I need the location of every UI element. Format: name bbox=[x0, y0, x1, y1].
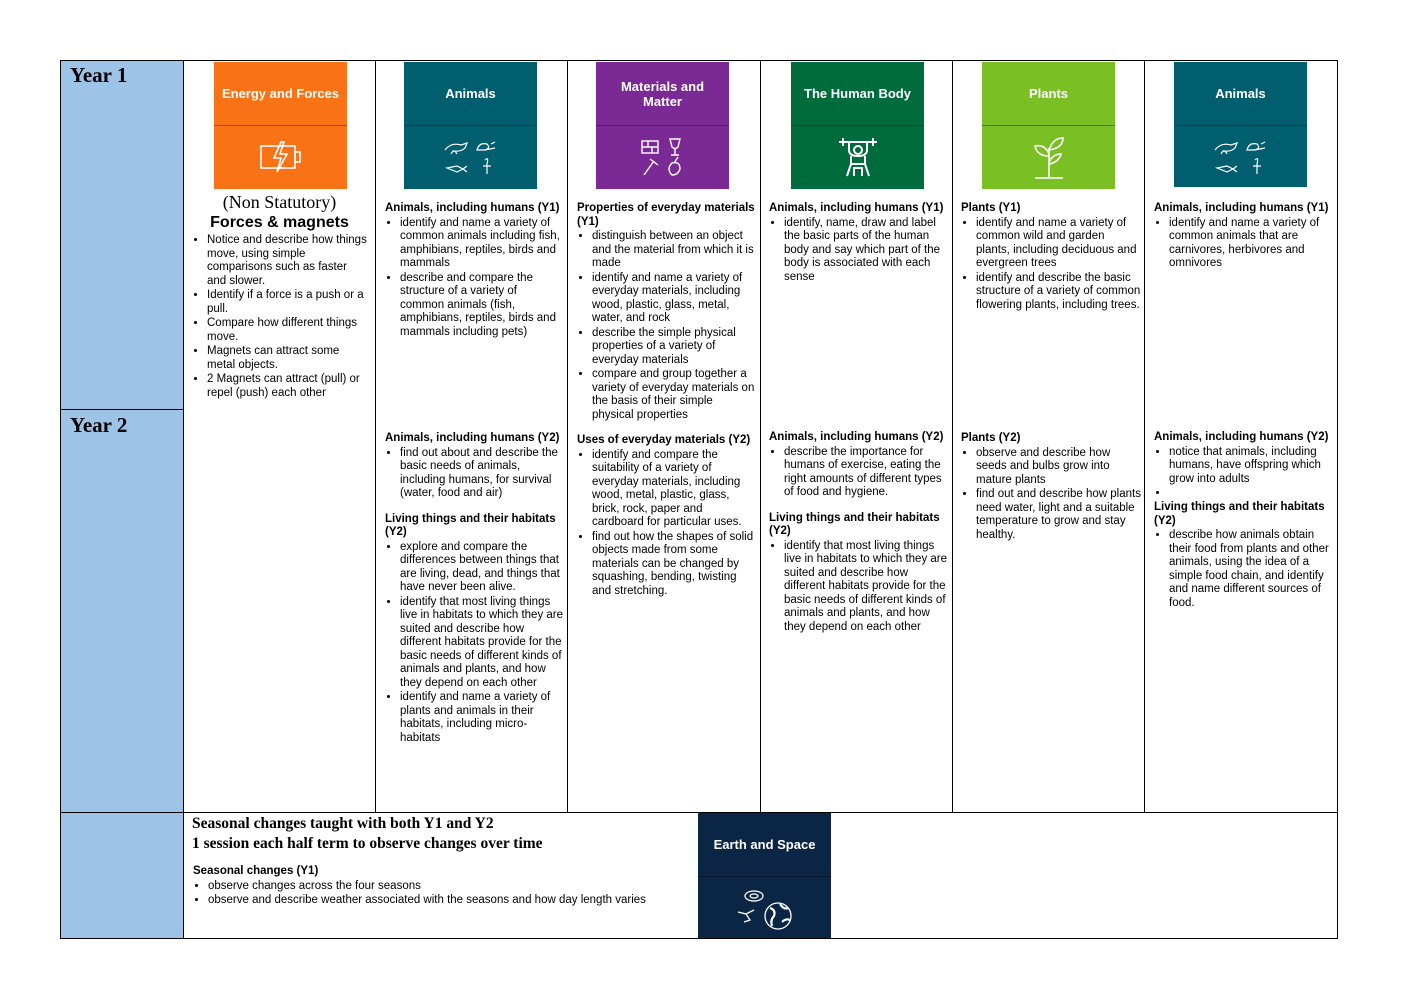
animals-icon bbox=[1174, 126, 1307, 188]
year-column bbox=[61, 61, 184, 938]
list-item: • describe the importance for humans of exercise, eating the right amounts of different types of food and hygiene. bbox=[784, 446, 947, 500]
non-statutory-label: (Non Statutory) bbox=[222, 192, 337, 212]
y1-block bbox=[769, 202, 947, 285]
list-item: • identify and name a variety of everyday materials, including wood, plastic, glass, metal, water, and rock bbox=[592, 272, 755, 326]
topic-tile-title: The Human Body bbox=[791, 62, 924, 126]
column-animals-2 bbox=[1145, 61, 1337, 813]
list-item: • describe and compare the structure of a variety of common animals (fish, amphibians, reptiles, birds and mammals including pets) bbox=[400, 272, 563, 340]
y1-block bbox=[961, 202, 1141, 313]
y1-block bbox=[577, 202, 755, 423]
seasonal-row bbox=[184, 813, 1337, 938]
list-item: • identify that most living things live in habitats to which they are suited and describe how different habitats provide for the basic needs of different kinds of animals and plants, and how they depend on each other bbox=[784, 540, 947, 635]
battery-charging-icon bbox=[214, 126, 347, 188]
topic-heading: Forces & magnets bbox=[210, 214, 349, 231]
topic-tile bbox=[698, 813, 831, 938]
list-item: • 2 Magnets can attract (pull) or repel (push) each other bbox=[207, 373, 368, 400]
list-item: • distinguish between an object and the material from which it is made bbox=[592, 230, 755, 271]
list-item: • observe changes across the four seasons bbox=[208, 880, 693, 894]
list-item: • Identify if a force is a push or a pull. bbox=[207, 289, 368, 316]
column-energy-forces bbox=[184, 61, 375, 813]
section-heading: Animals, including humans (Y1) bbox=[385, 202, 560, 214]
topic-tile-title: Energy and Forces bbox=[214, 62, 347, 126]
list-item: • identify and name a variety of common animals that are carnivores, herbivores and omnivores bbox=[1169, 217, 1332, 271]
list-item: • identify and compare the suitability of a variety of everyday materials, including wood, metal, plastic, glass, brick, rock, paper and cardboard for particular uses. bbox=[592, 449, 755, 530]
topic-bullets bbox=[192, 233, 368, 401]
seasonal-title-line: 1 session each half term to observe changes over time bbox=[192, 835, 543, 852]
seedling-icon bbox=[982, 126, 1115, 188]
seasonal-title bbox=[192, 814, 543, 854]
section-heading: Plants (Y1) bbox=[961, 202, 1021, 214]
section-heading: Seasonal changes (Y1) bbox=[193, 865, 319, 877]
section-heading: Animals, including humans (Y2) bbox=[1154, 431, 1329, 443]
y2-block bbox=[1154, 431, 1332, 611]
list-item: • identify and describe the basic structure of a variety of common flowering plants, including trees. bbox=[976, 272, 1141, 313]
topic-tile-title: Earth and Space bbox=[698, 813, 831, 877]
list-item: • identify and name a variety of common animals including fish, amphibians, reptiles, birds and mammals bbox=[400, 217, 563, 271]
seasonal-title-line: Seasonal changes taught with both Y1 and Y2 bbox=[192, 815, 494, 832]
animals-icon bbox=[404, 126, 537, 188]
earth-space-icon bbox=[698, 877, 831, 939]
curriculum-grid bbox=[60, 60, 1338, 939]
materials-icon bbox=[596, 126, 729, 188]
y2-block bbox=[577, 434, 755, 599]
list-item: • Notice and describe how things move, using simple comparisons such as faster and slower. bbox=[207, 234, 368, 288]
list-item: • identify that most living things live in habitats to which they are suited and describe how different habitats provide for the basic needs of different kinds of animals and plants, and how they depend on each other bbox=[400, 596, 563, 691]
y1-block bbox=[385, 202, 563, 340]
section-heading: Living things and their habitats (Y2) bbox=[385, 512, 556, 538]
column-animals bbox=[376, 61, 567, 813]
section-heading: Animals, including humans (Y1) bbox=[769, 202, 944, 214]
list-item: • identify, name, draw and label the basic parts of the human body and say which part of the body is associated with each sense bbox=[784, 217, 947, 285]
section-heading: Animals, including humans (Y1) bbox=[1154, 202, 1329, 214]
topic-tile bbox=[791, 62, 924, 189]
topic-tile-title: Animals bbox=[1174, 62, 1307, 126]
topic-tile-title: Materials and Matter bbox=[596, 62, 729, 126]
topic-tile bbox=[214, 62, 347, 189]
year-1-label: Year 1 bbox=[70, 63, 128, 87]
topic-tile-title: Animals bbox=[404, 62, 537, 126]
section-heading: Plants (Y2) bbox=[961, 432, 1021, 444]
list-item: • find out how the shapes of solid objects made from some materials can be changed by squashing, bending, twisting and stretching. bbox=[592, 531, 755, 599]
section-heading: Uses of everyday materials (Y2) bbox=[577, 434, 751, 446]
weightlifter-icon bbox=[791, 126, 924, 188]
section-heading: Living things and their habitats (Y2) bbox=[769, 511, 940, 537]
section-heading: Living things and their habitats (Y2) bbox=[1154, 501, 1325, 527]
list-item: • find out about and describe the basic needs of animals, including humans, for survival (water, food and air) bbox=[400, 447, 563, 501]
topic-tile bbox=[982, 62, 1115, 189]
section-heading: Animals, including humans (Y2) bbox=[385, 432, 560, 444]
column-materials bbox=[568, 61, 760, 813]
y2-block bbox=[961, 432, 1141, 543]
list-item: • find out and describe how plants need water, light and a suitable temperature to grow and stay healthy. bbox=[976, 488, 1141, 542]
column-human-body bbox=[761, 61, 952, 813]
list-item: • Magnets can attract some metal objects. bbox=[207, 345, 368, 372]
column-plants bbox=[953, 61, 1144, 813]
topic-tile bbox=[404, 62, 537, 189]
list-item: • describe the simple physical properties of a variety of everyday materials bbox=[592, 327, 755, 368]
year-divider bbox=[61, 409, 184, 410]
list-item: • describe how animals obtain their food from plants and other animals, using the idea of a simple food chain, and identify and name different sources of food. bbox=[1169, 529, 1332, 610]
list-item bbox=[1169, 487, 1332, 500]
list-item: • Compare how different things move. bbox=[207, 317, 368, 344]
year-2-label: Year 2 bbox=[70, 413, 128, 437]
year-divider bbox=[61, 812, 184, 813]
list-item: • identify and name a variety of plants and animals in their habitats, including micro-habitats bbox=[400, 691, 563, 745]
seasonal-block bbox=[193, 865, 693, 909]
section-heading: Animals, including humans (Y2) bbox=[769, 431, 944, 443]
topic-tile bbox=[596, 62, 729, 189]
topic-tile-title: Plants bbox=[982, 62, 1115, 126]
list-item: • notice that animals, including humans, have offspring which grow into adults bbox=[1169, 446, 1332, 487]
section-heading: Properties of everyday materials (Y1) bbox=[577, 202, 755, 228]
y2-block bbox=[769, 431, 947, 635]
list-item: • compare and group together a variety of everyday materials on the basis of their simple physical properties bbox=[592, 368, 755, 422]
y2-block bbox=[385, 432, 563, 746]
list-item: • observe and describe how seeds and bulbs grow into mature plants bbox=[976, 447, 1141, 488]
topic-tile bbox=[1174, 62, 1307, 187]
list-item: • explore and compare the differences between things that are living, dead, and things that have never been alive. bbox=[400, 541, 563, 595]
list-item: • identify and name a variety of common wild and garden plants, including deciduous and evergreen trees bbox=[976, 217, 1141, 271]
list-item: • observe and describe weather associated with the seasons and how day length varies bbox=[208, 894, 693, 908]
y1-block bbox=[1154, 202, 1332, 272]
